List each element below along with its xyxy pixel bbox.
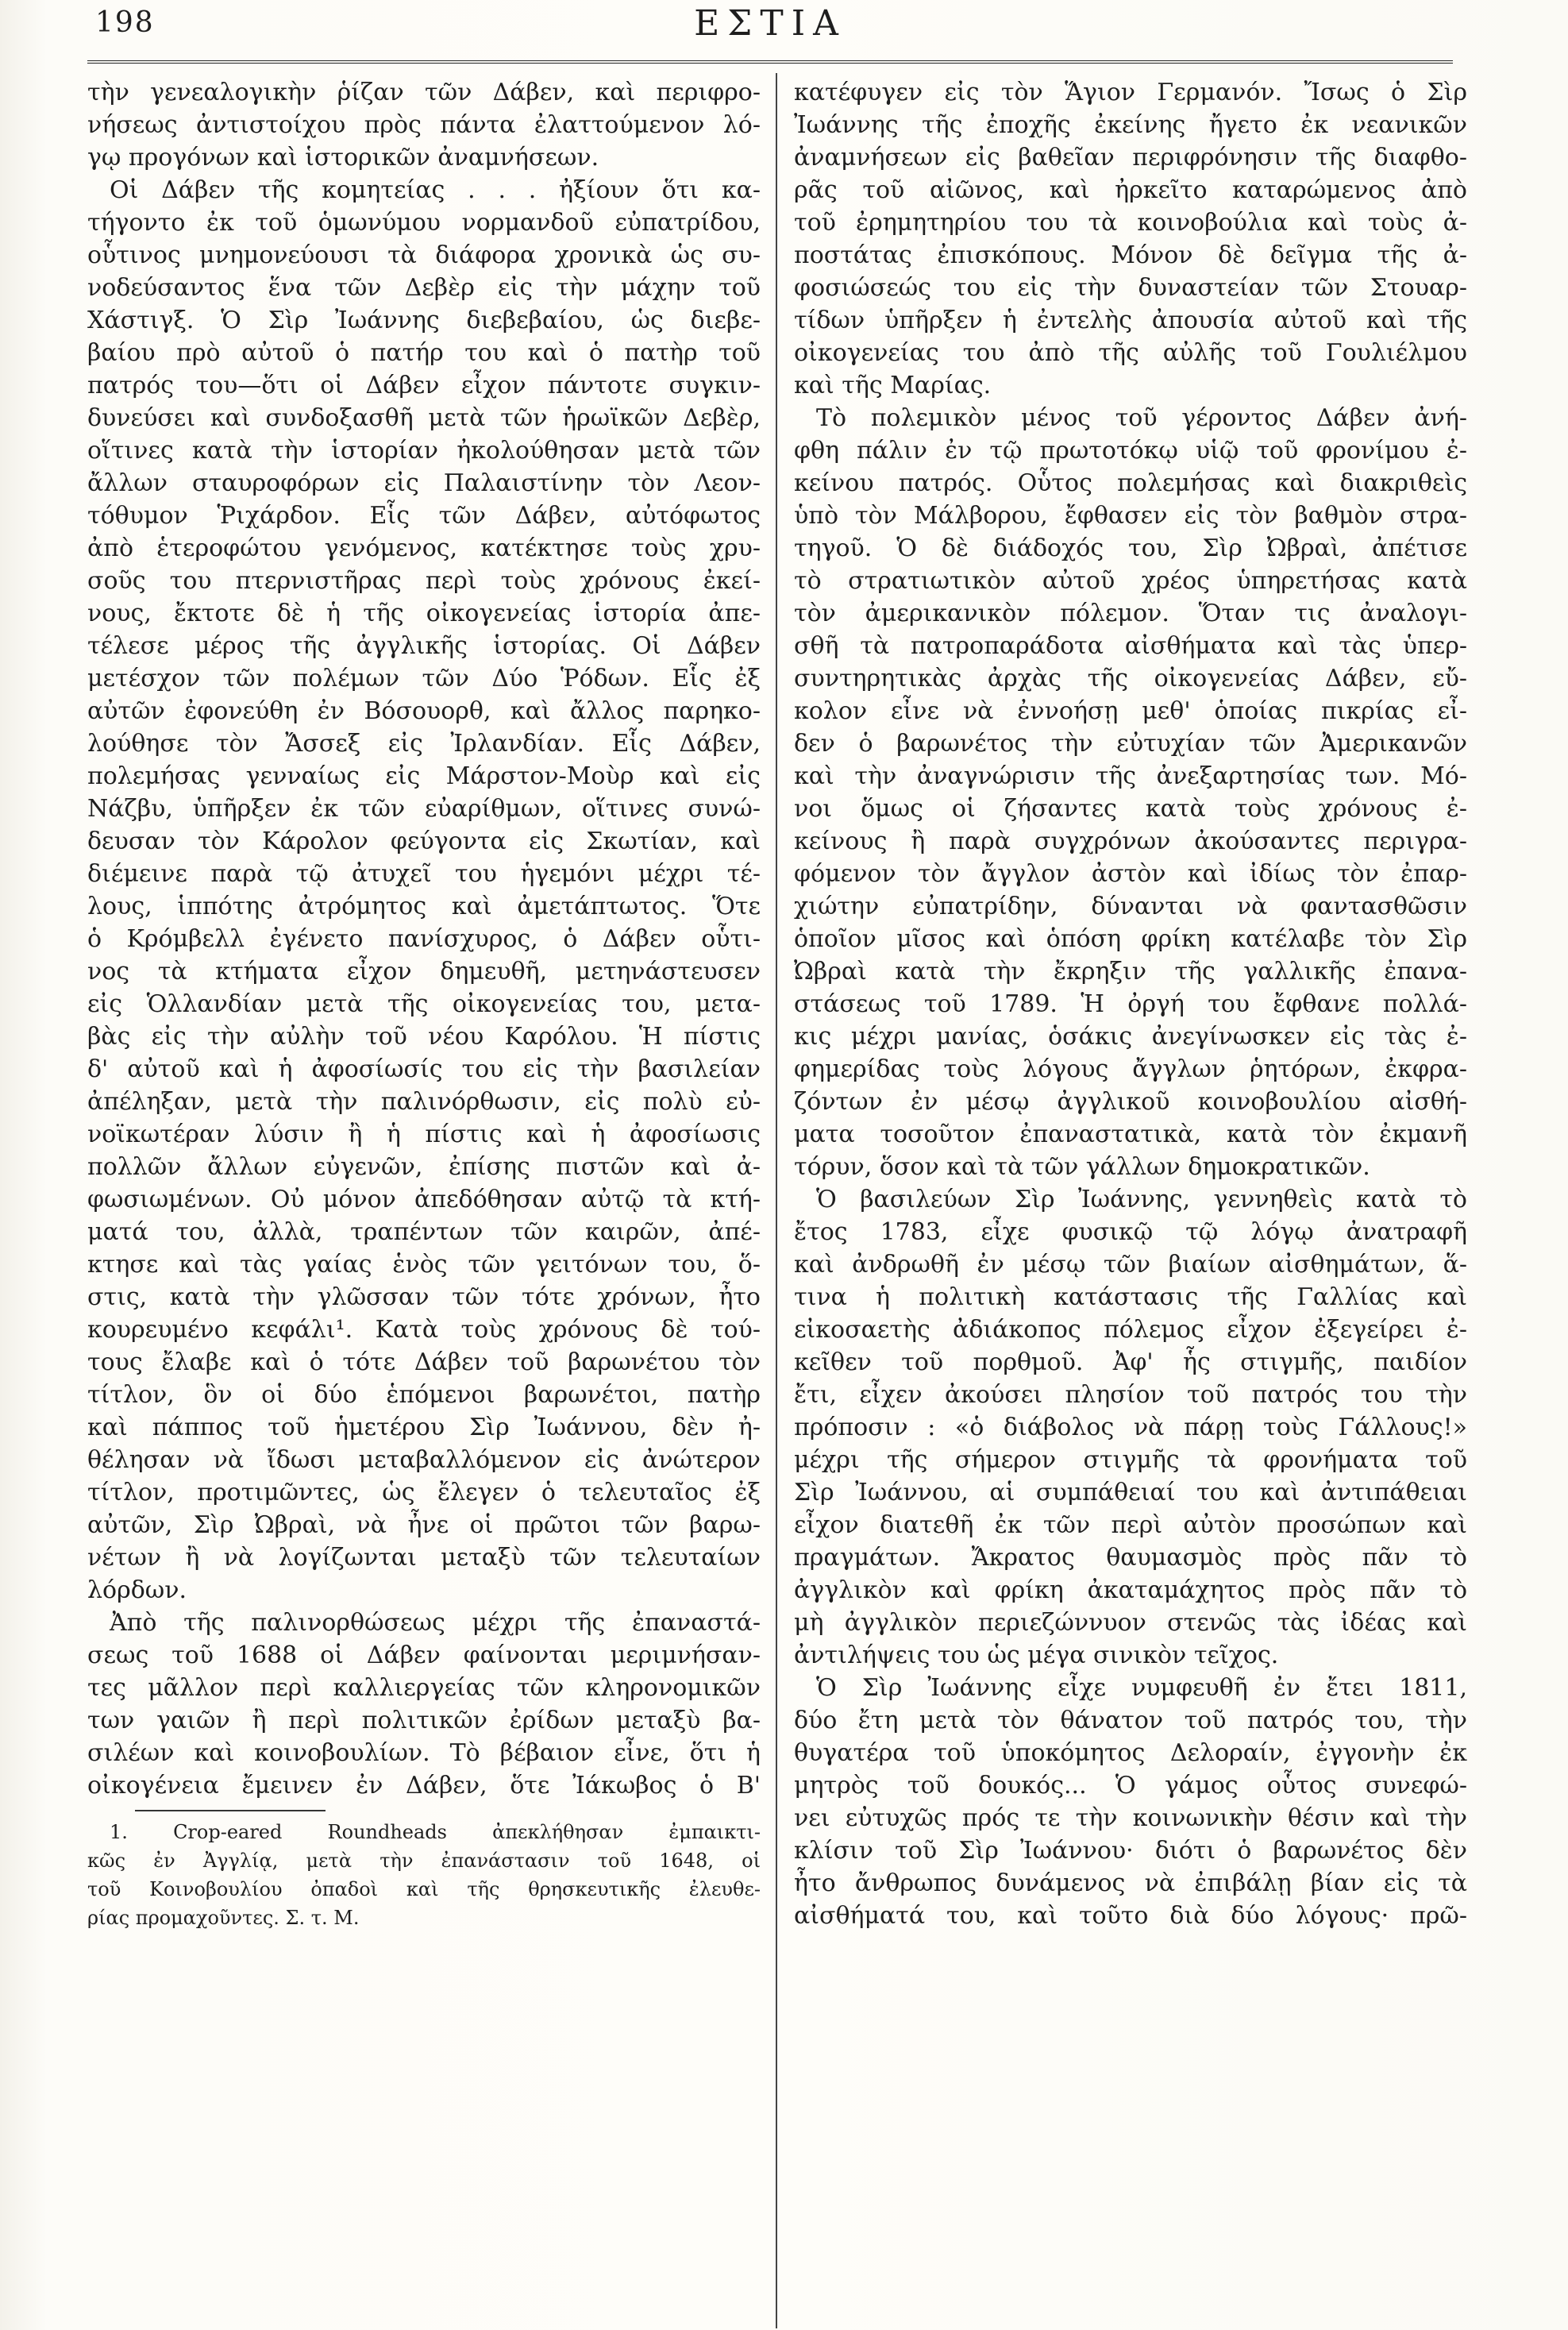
left-column-text-line: βὰς εἰς τὴν αὐλὴν τοῦ νέου Καρόλου. Ἡ πίστις [87,1023,761,1051]
right-column-text-line: ζόντων ἐν μέσῳ ἀγγλικοῦ κοινοβουλίου αἰσθή- [794,1088,1467,1116]
footnote-line: ρίας προμαχοῦντες. Σ. τ. Μ. [87,1907,360,1929]
right-column-text-line: συντηρητικὰς ἀρχὰς τῆς οἰκογενείας Δάβεν, εὔ- [794,665,1467,692]
left-column-text-line: βαίου πρὸ αὐτοῦ ὁ πατήρ του καὶ ὁ πατὴρ τοῦ [87,339,761,367]
footnote-rule [135,1810,326,1811]
right-column-text-line: τηγοῦ. Ὁ δὲ διάδοχός του, Σὶρ Ὠβραὶ, ἀπέτισε [794,534,1467,562]
right-column-text-line: τίδων ὑπῆρξεν ἡ ἐντελὴς ἀπουσία αὐτοῦ καὶ τῆς [794,307,1467,334]
right-column-text-line: ἔτι, εἶχεν ἀκούσει πλησίον τοῦ πατρός του τὴν [794,1381,1467,1409]
right-column-text-line: ἀγγλικὸν καὶ φρίκη ἀκαταμάχητος πρὸς πᾶν τὸ [794,1576,1467,1604]
left-column-text-line: λους, ἱππότης ἀτρόμητος καὶ ἀμετάπτωτος. Ὅτε [87,893,761,920]
left-column-text-line: τίτλον, προτιμῶντες, ὡς ἔλεγεν ὁ τελευταῖος ἐξ [87,1479,761,1506]
right-column-text-line: τοῦ ἐρημητηρίου του τὰ κοινοβούλια καὶ τοὺς ἀ- [794,209,1467,237]
right-column-text-line: κλίσιν τοῦ Σὶρ Ἰωάννου· διότι ὁ βαρωνέτος δὲν [794,1837,1467,1865]
right-column-text-line: πρόποσιν : «ὁ διάβολος νὰ πάρῃ τοὺς Γάλλους!» [794,1414,1467,1441]
left-column-text-line: οἵτινες κατὰ τὴν ἱστορίαν ἠκολούθησαν μετὰ τῶν [87,437,761,465]
right-column-text-line: κατέφυγεν εἰς τὸν Ἅγιον Γερμανόν. Ἴσως ὁ Σὶρ [794,79,1467,106]
left-column-text-line: σεως τοῦ 1688 οἱ Δάβεν φαίνονται μεριμνήσαν- [87,1641,761,1669]
footnote-line: 1. Crop-eared Roundheads ἀπεκλήθησαν ἐμπαικτι- [110,1821,761,1843]
right-column-text-line: ἔτος 1783, εἶχε φυσικῷ τῷ λόγῳ ἀνατραφῆ [794,1218,1467,1246]
right-column-text-line: μητρὸς τοῦ δουκός... Ὁ γάμος οὗτος συνεφώ- [794,1772,1467,1800]
right-column-text-line: ἀντιλήψεις του ὡς μέγα σινικὸν τεῖχος. [794,1641,1279,1669]
left-column-text-line: οἰκογένεια ἔμεινεν ἐν Δάβεν, ὅτε Ἰάκωβος ὁ Β' [87,1772,761,1800]
left-column-text-line: τὴν γενεαλογικὴν ῥίζαν τῶν Δάβεν, καὶ περιφρο- [87,79,761,106]
right-column-text-line: φόμενον τὸν ἄγγλον ἀστὸν καὶ ἰδίως τὸν ἐπαρ- [794,860,1467,888]
left-column-text-line: δευσαν τὸν Κάρολον φεύγοντα εἰς Σκωτίαν, καὶ [87,827,761,855]
right-column-text-line: τόρυν, ὅσον καὶ τὰ τῶν γάλλων δημοκρατικῶν. [794,1153,1370,1181]
right-column-text-line: δύο ἔτη μετὰ τὸν θάνατον τοῦ πατρός του, τὴν [794,1707,1467,1734]
left-column-text-line: διέμεινε παρὰ τῷ ἀτυχεῖ του ἡγεμόνι μέχρι τέ- [87,860,761,888]
right-column-text-line: ὁποῖον μῖσος καὶ ὁπόση φρίκη κατέλαβε τὸν Σὶρ [794,925,1467,953]
left-column-text-line: κτησε καὶ τὰς γαίας ἑνὸς τῶν γειτόνων του, ὅ- [87,1251,761,1279]
right-column-text-line: κείνους ἢ παρὰ συγχρόνων ἀκούσαντες περιγρα- [794,827,1467,855]
right-column-text-line: Ὠβραὶ κατὰ τὴν ἔκρηξιν τῆς γαλλικῆς ἐπανα- [794,958,1467,986]
right-column-text-line: σθῆ τὰ πατροπαράδοτα αἰσθήματα καὶ τὰς ὑπερ- [794,632,1467,660]
right-column-text-line: μέχρι τῆς σήμερον στιγμῆς τὰ φρονήματα τοῦ [794,1446,1467,1474]
right-column-text-line: ρᾶς τοῦ αἰῶνος, καὶ ἠρκεῖτο καταρώμενος ἀπὸ [794,176,1467,204]
right-column-text-line: τὸ στρατιωτικὸν αὐτοῦ χρέος ὑπηρετήσας κατὰ [794,567,1467,595]
right-column-text-line: μὴ ἀγγλικὸν περιεζώννυον στενῶς τὰς ἰδέας καὶ [794,1609,1467,1637]
right-column-text-line: καὶ τὴν ἀναγνώρισιν τῆς ἀνεξαρτησίας των. Μό- [794,762,1467,790]
right-column-text-line: ὑπὸ τὸν Μάλβορου, ἔφθασεν εἰς τὸν βαθμὸν στρα- [794,502,1467,530]
footnote-line: κῶς ἐν Ἀγγλίᾳ, μετὰ τὴν ἐπανάστασιν τοῦ 1648, οἱ [87,1850,761,1872]
left-column-text-line: αὐτῶν ἐφονεύθη ἐν Βόσουορθ, καὶ ἄλλος παρηκο- [87,697,761,725]
left-column-text-line: πατρός του—ὅτι οἱ Δάβεν εἶχον πάντοτε συγκιν- [87,372,761,399]
left-column-text-line: νέτων ἢ νὰ λογίζωνται μεταξὺ τῶν τελευταίων [87,1544,761,1572]
left-column-text-line: θέλησαν νὰ ἴδωσι μεταβαλλόμενον εἰς ἀνώτερον [87,1446,761,1474]
left-column-text-line: στις, κατὰ τὴν γλῶσσαν τῶν τότε χρόνων, ἦτο [87,1283,761,1311]
right-column-text-line: νει εὐτυχῶς πρός τε τὴν κοινωνικὴν θέσιν καὶ τὴν [794,1804,1467,1832]
left-column-text-line: λούθησε τὸν Ἄσσεξ εἰς Ἰρλανδίαν. Εἷς Δάβεν, [87,730,761,758]
right-column-text-line: τινα ἡ πολιτικὴ κατάστασις τῆς Γαλλίας καὶ [794,1283,1467,1311]
right-column-text-line: χιώτην εὐπατρίδην, δύνανται νὰ φαντασθῶσιν [794,893,1467,920]
left-column-text-line: ἀπὸ ἑτεροφώτου γενόμενος, κατέκτησε τοὺς χρυ- [87,534,761,562]
left-column-text-line: σιλέων καὶ κοινοβουλίων. Τὸ βέβαιον εἶνε, ὅτι ἡ [87,1739,761,1767]
left-column-text-line: ἀπέληξαν, μετὰ τὴν παλινόρθωσιν, εἰς πολὺ εὐ- [87,1088,761,1116]
left-column-text-line: τόθυμον Ῥιχάρδον. Εἷς τῶν Δάβεν, αὐτόφωτος [87,502,761,530]
right-column-text-line: ἀναμνήσεων εἰς βαθεῖαν περιφρόνησιν τῆς διαφθο- [794,144,1467,172]
left-column-text-line: πολλῶν ἄλλων εὐγενῶν, ἐπίσης πιστῶν καὶ ἀ- [87,1153,761,1181]
right-column-text-line: κολον εἶνε νὰ ἐννοήσῃ μεθ' ὁποίας πικρίας εἶ- [794,697,1467,725]
left-column-text-line: δυνεύσει καὶ συνδοξασθῆ μετὰ τῶν ἡρωϊκῶν Δεβὲρ, [87,404,761,432]
right-column-text-line: δεν ὁ βαρωνέτος τὴν εὐτυχίαν τῶν Ἀμερικανῶν [794,730,1467,758]
right-column-text-line: Ὁ βασιλεύων Σὶρ Ἰωάννης, γεννηθεὶς κατὰ τὸ [816,1186,1467,1213]
running-title: ΕΣΤΙΑ [694,3,846,44]
right-column-text-line: αἰσθήματά του, καὶ τοῦτο διὰ δύο λόγους· πρῶ- [794,1902,1467,1930]
left-column-text-line: μετέσχον τῶν πολέμων τῶν Δύο Ῥόδων. Εἷς ἐξ [87,665,761,692]
page-number: 198 [95,6,155,39]
left-column-text-line: νοδεύσαντος ἕνα τῶν Δεβὲρ εἰς τὴν μάχην τοῦ [87,274,761,302]
right-column-text-line: κεῖθεν τοῦ πορθμοῦ. Ἀφ' ἧς στιγμῆς, παιδίον [794,1348,1467,1376]
left-column-text-line: καὶ πάππος τοῦ ἡμετέρου Σὶρ Ἰωάννου, δὲν ἠ- [87,1414,761,1441]
right-column-text-line: φθη πάλιν ἐν τῷ πρωτοτόκῳ υἱῷ τοῦ φρονίμου ἐ- [794,437,1467,465]
right-column-text-line: νοι ὅμως οἱ ζήσαντες κατὰ τοὺς χρόνους ἐ- [794,795,1467,823]
footnote-line: τοῦ Κοινοβουλίου ὀπαδοὶ καὶ τῆς θρησκευτικῆς ἐλευθε- [87,1878,761,1900]
left-column-text-line: σοῦς του πτερνιστῆρας περὶ τοὺς χρόνους ἐκεί- [87,567,761,595]
left-column-text-line: Ἀπὸ τῆς παλινορθώσεως μέχρι τῆς ἐπαναστά- [110,1609,761,1637]
left-column-text-line: τες μᾶλλον περὶ καλλιεργείας τῶν κληρονομικῶν [87,1674,761,1702]
left-column-text-line: νους, ἔκτοτε δὲ ἡ τῆς οἰκογενείας ἱστορία ἀπε- [87,600,761,627]
column-divider [776,73,777,2328]
left-column-text-line: τήγοντο ἐκ τοῦ ὁμωνύμου νορμανδοῦ εὐπατρίδου, [87,209,761,237]
left-column-text-line: τίτλον, ὃν οἱ δύο ἑπόμενοι βαρωνέτοι, πατὴρ [87,1381,761,1409]
right-column-text-line: στάσεως τοῦ 1789. Ἡ ὀργή του ἔφθανε πολλά- [794,990,1467,1018]
right-column-text-line: οἰκογενείας του ἀπὸ τῆς αὐλῆς τοῦ Γουλιέλμου [794,339,1467,367]
left-column-text-line: λόρδων. [87,1576,187,1604]
right-column-text-line: φημερίδας τοὺς λόγους ἄγγλων ῥητόρων, ἐκφρα- [794,1055,1467,1083]
left-column-text-line: Χάστιγξ. Ὁ Σὶρ Ἰωάννης διεβεβαίου, ὡς διεβε- [87,307,761,334]
right-column-text-line: Τὸ πολεμικὸν μένος τοῦ γέροντος Δάβεν ἀνή- [816,404,1467,432]
left-column-text-line: οὗτινος μνημονεύουσι τὰ διάφορα χρονικὰ ὡς συ- [87,241,761,269]
left-column-text-line: νοϊκωτέραν λύσιν ἢ ἡ πίστις καὶ ἡ ἀφοσίωσις [87,1121,761,1148]
left-column-text-line: ἄλλων σταυροφόρων εἰς Παλαιστίνην τὸν Λεον- [87,469,761,497]
left-column-text-line: τέλεσε μέρος τῆς ἀγγλικῆς ἱστορίας. Οἱ Δάβεν [87,632,761,660]
right-column-text-line: πραγμάτων. Ἄκρατος θαυμασμὸς πρὸς πᾶν τὸ [794,1544,1467,1572]
right-column-text-line: καὶ τῆς Μαρίας. [794,372,992,399]
right-column-text-line: ἦτο ἄνθρωπος δυνάμενος νὰ ἐπιβάλῃ βίαν εἰς τὰ [794,1869,1467,1897]
left-column-text-line: Οἱ Δάβεν τῆς κομητείας . . . ἠξίουν ὅτι κα- [110,176,761,204]
right-column-text-line: εἶχον διατεθῆ ἐκ τῶν περὶ αὐτὸν προσώπων καὶ [794,1511,1467,1539]
left-column-text-line: πολεμήσας γενναίως εἰς Μάρστον-Μοὺρ καὶ εἰς [87,762,761,790]
right-column-text-line: κείνου πατρός. Οὗτος πολεμήσας καὶ διακριθεὶς [794,469,1467,497]
right-column-text-line: Ἰωάννης τῆς ἐποχῆς ἐκείνης ἤγετο ἐκ νεανικῶν [794,111,1467,139]
page-header [87,0,1453,56]
right-column-text-line: καὶ ἀνδρωθῆ ἐν μέσῳ τῶν βιαίων αἰσθημάτων, ἅ- [794,1251,1467,1279]
left-column-text-line: ὁ Κρόμβελλ ἐγένετο πανίσχυρος, ὁ Δάβεν οὗτι- [87,925,761,953]
left-column-text-line: Νάζβυ, ὑπῆρξεν ἐκ τῶν εὐαρίθμων, οἵτινες συνώ- [87,795,761,823]
left-column-text-line: των γαιῶν ἢ περὶ πολιτικῶν ἐρίδων μεταξὺ βα- [87,1707,761,1734]
left-column-text-line: νος τὰ κτήματα εἶχον δημευθῆ, μετηνάστευσεν [87,958,761,986]
left-column-text-line: φωσιωμένων. Οὐ μόνον ἀπεδόθησαν αὐτῷ τὰ κτή- [87,1186,761,1213]
right-column-text-line: φοσιώσεώς του εἰς τὴν δυναστείαν τῶν Στουαρ- [794,274,1467,302]
left-column [87,76,761,1932]
right-column-text-line: θυγατέρα τοῦ ὑποκόμητος Δελοραίν, ἐγγονὴν ἐκ [794,1739,1467,1767]
header-rule [87,60,1453,64]
left-column-text-line: νήσεως ἀντιστοίχου πρὸς πάντα ἐλαττούμενον λό- [87,111,761,139]
left-column-text-line: γῳ προγόνων καὶ ἱστορικῶν ἀναμνήσεων. [87,144,599,172]
left-column-text-line: δ' αὐτοῦ καὶ ἡ ἀφοσίωσίς του εἰς τὴν βασιλείαν [87,1055,761,1083]
right-column-text-line: ποστάτας ἐπισκόπους. Μόνον δὲ δεῖγμα τῆς ἀ- [794,241,1467,269]
right-column-text-line: Ὁ Σὶρ Ἰωάννης εἶχε νυμφευθῆ ἐν ἔτει 1811, [816,1674,1467,1702]
left-column-text-line: αὐτῶν, Σὶρ Ὠβραὶ, νὰ ἦνε οἱ πρῶτοι τῶν βαρω- [87,1511,761,1539]
right-column-text-line: κις μέχρι μανίας, ὁσάκις ἀνεγίνωσκεν εἰς τὰς ἐ- [794,1023,1467,1051]
left-column-text-line: ματά του, ἀλλὰ, τραπέντων τῶν καιρῶν, ἀπέ- [87,1218,761,1246]
right-column-text-line: τὸν ἀμερικανικὸν πόλεμον. Ὅταν τις ἀναλογι- [794,600,1467,627]
left-column-text-line: τους ἔλαβε καὶ ὁ τότε Δάβεν τοῦ βαρωνέτου τὸν [87,1348,761,1376]
right-column-text-line: εἰκοσαετὴς ἀδιάκοπος πόλεμος εἶχον ἐξεγείρει ἐ- [794,1316,1467,1344]
right-column [794,76,1467,1932]
left-column-text-line: κουρευμένο κεφάλι¹. Κατὰ τοὺς χρόνους δὲ τού- [87,1316,761,1344]
right-column-text-line: ματα τοσοῦτον ἐπαναστατικὰ, κατὰ τὸν ἐκμανῆ [794,1121,1467,1148]
left-column-text-line: εἰς Ὁλλανδίαν μετὰ τῆς οἰκογενείας του, μετα- [87,990,761,1018]
right-column-text-line: Σὶρ Ἰωάννου, αἱ συμπάθειαί του καὶ ἀντιπάθειαι [794,1479,1467,1506]
